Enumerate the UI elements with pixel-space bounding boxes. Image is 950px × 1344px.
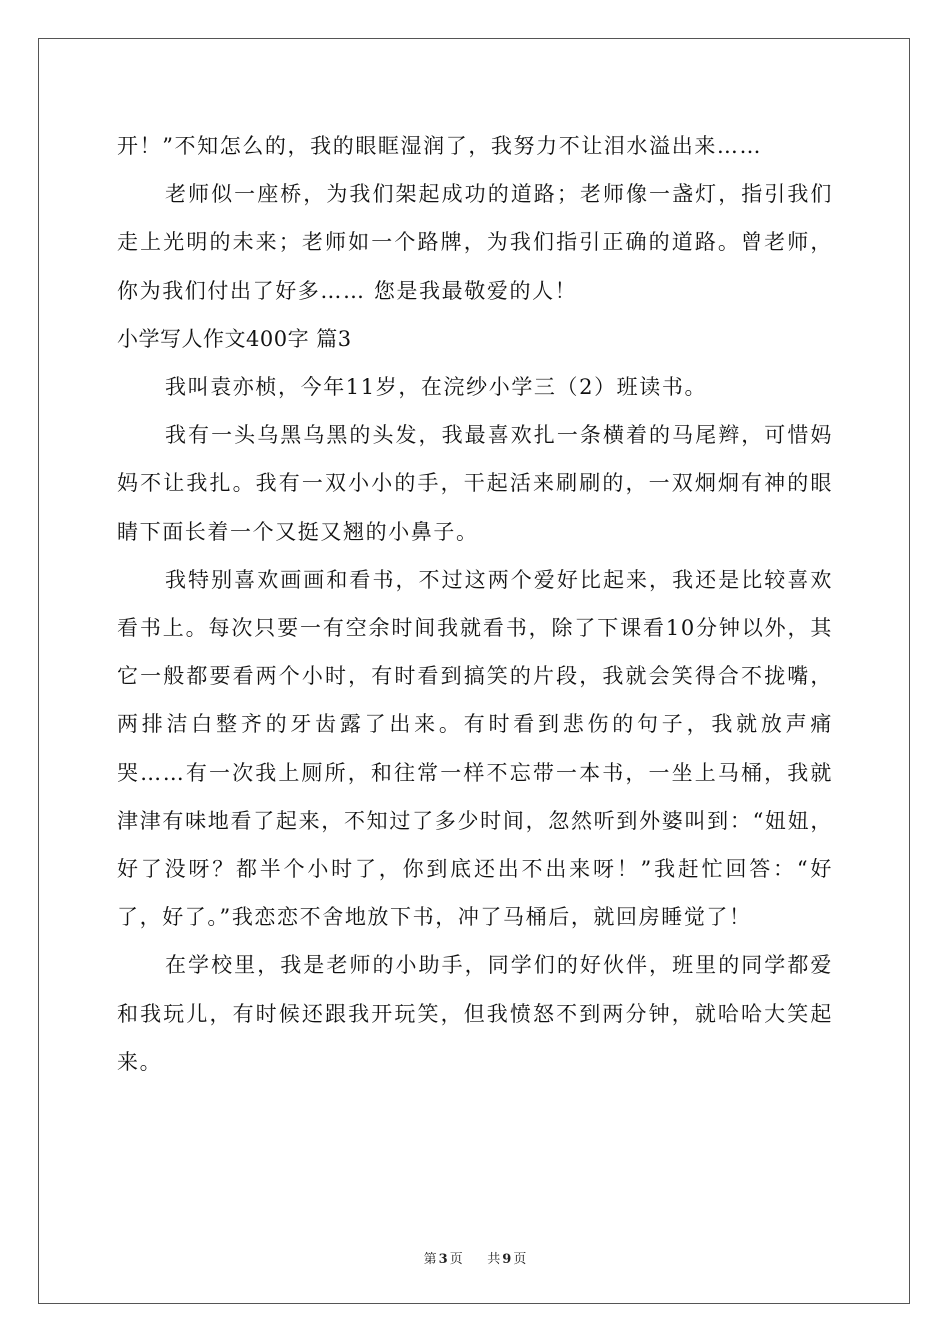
page-footer bbox=[0, 1248, 950, 1267]
paragraph: 在学校里，我是老师的小助手，同学们的好伙伴，班里的同学都爱和我玩儿，有时候还跟我开玩笑，但我愤怒不到两分钟，就哈哈大笑起来。 bbox=[117, 953, 833, 1074]
paragraph: 我叫袁亦桢，今年11岁，在浣纱小学三（2）班读书。 bbox=[165, 375, 708, 400]
total-pages-value: 9 bbox=[502, 1252, 512, 1267]
total-pages bbox=[485, 1252, 528, 1267]
page-number bbox=[422, 1252, 465, 1267]
total-prefix: 共 bbox=[487, 1252, 501, 1267]
current-page: 3 bbox=[438, 1252, 448, 1267]
section-heading: 小学写人作文400字 篇3 bbox=[117, 326, 352, 351]
paragraph: 老师似一座桥，为我们架起成功的道路；老师像一盏灯，指引我们走上光明的未来；老师如一个路牌，为我们指引正确的道路。曾老师，你为我们付出了好多…… 您是我最敬爱的人！ bbox=[117, 182, 833, 303]
total-suffix: 页 bbox=[513, 1252, 527, 1267]
paragraph: 开！”不知怎么的，我的眼眶湿润了，我努力不让泪水溢出来…… bbox=[117, 134, 763, 158]
paragraph: 我有一头乌黑乌黑的头发，我最喜欢扎一条横着的马尾辫，可惜妈妈不让我扎。我有一双小小的手，干起活来刷刷的，一双炯炯有神的眼睛下面长着一个又挺又翘的小鼻子。 bbox=[117, 423, 833, 544]
document-body bbox=[117, 122, 833, 1086]
page-prefix: 第 bbox=[423, 1252, 437, 1267]
page-suffix: 页 bbox=[449, 1252, 463, 1267]
paragraph: 我特别喜欢画画和看书，不过这两个爱好比起来，我还是比较喜欢看书上。每次只要一有空余时间我就看书，除了下课看10分钟以外，其它一般都要看两个小时，有时看到搞笑的片段，我就会笑得合不拢嘴，两排洁白整齐的牙齿露了出来。有时看到悲伤的句子，我就放声痛哭……有一次我上厕所，和往常一样不忘带一本书，一坐上马桶，我就津津有味地看了起来，不知过了多少时间，忽然听到外婆叫到：“妞妞，好了没呀？都半个小时了，你到底还出不出来呀！”我赶忙回答：“好了，好了。”我恋恋不舍地放下书，冲了马桶后，就回房睡觉了！ bbox=[117, 567, 833, 930]
